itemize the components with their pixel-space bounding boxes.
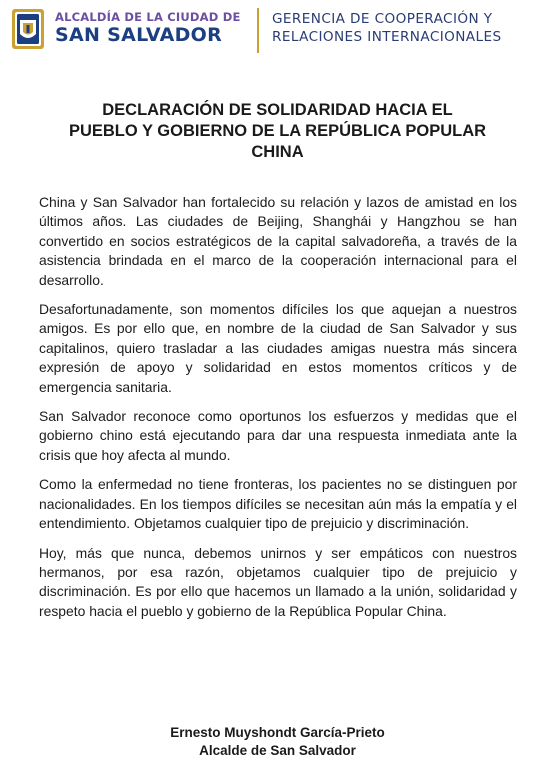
paragraph: Hoy, más que nunca, debemos unirnos y ser empáticos con nuestros hermanos, por esa razón, objetamos cualquier tipo de prejuicio y discriminación. Es por ello que hacemos un llamado a la unión, solidaridad y respeto hacia el pueblo y gobierno de la República Popular China. xyxy=(39,544,517,619)
city-shield-logo xyxy=(11,8,45,50)
paragraph: China y San Salvador han fortalecido su relación y lazos de amistad en los últimos años. Las ciudades de Beijing, Shanghái y Hangzhou se han convertido en socios estratégicos de la capital salvadoreña, a través de la asistencia brindada en el marco de la cooperación internacional para el desarrollo. xyxy=(39,194,517,288)
title-line: CHINA xyxy=(251,143,304,161)
dept-name-line2: RELACIONES INTERNACIONALES xyxy=(272,29,502,45)
dept-name-line1: GERENCIA DE COOPERACIÓN Y xyxy=(272,11,493,27)
signatory-role: Alcalde de San Salvador xyxy=(199,743,356,758)
title-line: PUEBLO Y GOBIERNO DE LA REPÚBLICA POPULAR xyxy=(68,122,487,140)
title-line: DECLARACIÓN DE SOLIDARIDAD HACIA EL xyxy=(102,101,453,119)
header-divider xyxy=(257,8,259,53)
paragraph: Como la enfermedad no tiene fronteras, los pacientes no se distinguen por nacionalidades. En los tiempos difíciles se necesitan aún más la empatía y el entendimiento. Objetamos cualquier tipo de prejuicio y discriminación. xyxy=(39,476,517,532)
department-name xyxy=(272,10,502,46)
letterhead xyxy=(0,0,553,62)
signatory-name: Ernesto Muyshondt García-Prieto xyxy=(170,725,385,740)
paragraph: Desafortunadamente, son momentos difíciles los que aquejan a nuestros amigos. Es por ello que, en nombre de la ciudad de San Salvador y sus capitalinos, quiero trasladar a las ciudades amigas nuestra más sincera expresión de apoyo y solidaridad en estos momentos críticos y de emergencia sanitaria. xyxy=(39,301,517,395)
org-name-line2: SAN SALVADOR xyxy=(55,24,223,46)
org-name-line1: ALCALDÍA DE LA CIUDAD DE xyxy=(55,10,241,24)
paragraph: San Salvador reconoce como oportunos los esfuerzos y medidas que el gobierno chino está ejecutando para dar una respuesta inmediata ante la crisis que hoy afecta al mundo. xyxy=(39,408,517,463)
organization-name xyxy=(55,11,241,47)
document-title xyxy=(40,100,515,163)
signature-block xyxy=(40,724,515,760)
document-body xyxy=(39,193,517,631)
